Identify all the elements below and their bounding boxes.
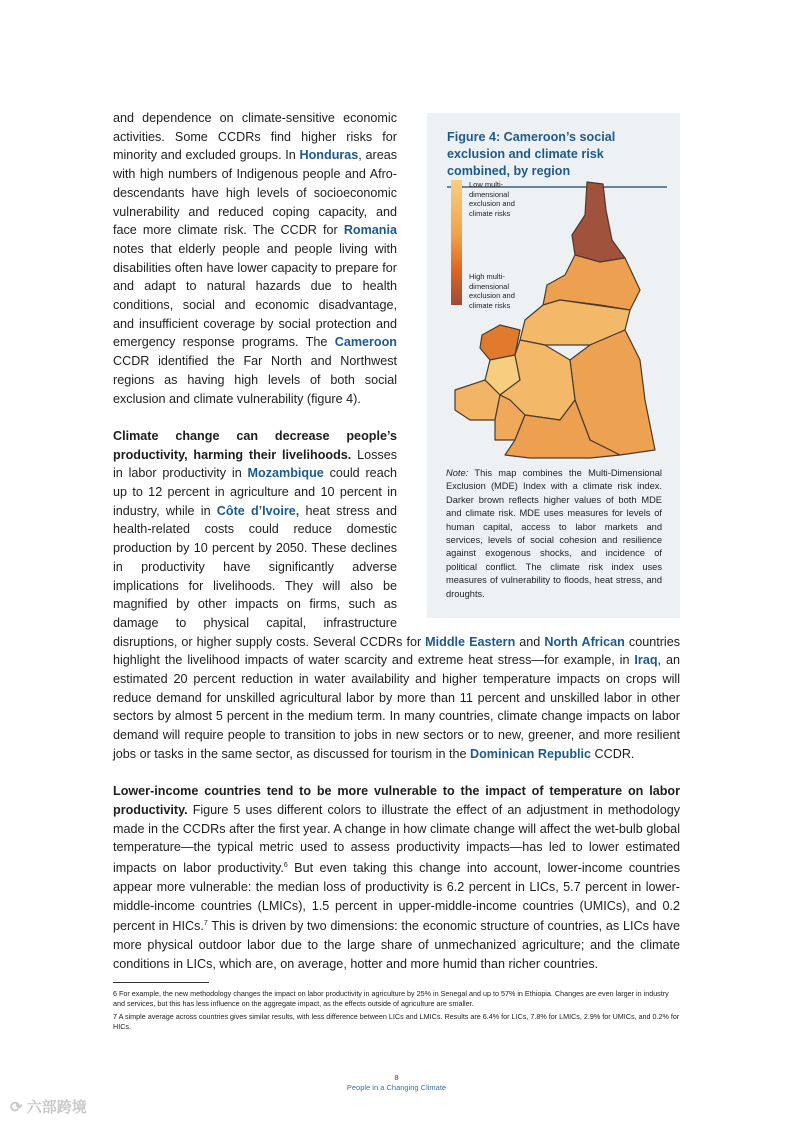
paragraph xyxy=(113,782,680,973)
figure-title: Figure 4: Cameroon’s social exclusion and climate risk combined, by region xyxy=(447,129,667,188)
country-link[interactable]: Dominican Republic xyxy=(469,746,592,761)
text-run: But even taking this change into account, lower-income countries appear more vulnerable: the median loss of productivity is 6.2 percent in LICs, 5.7 percent in lower-middle-income countries (LMICs), 1.5 percent in upper-middle-income countries (UMICs), and 0.2 percent in HICs. xyxy=(113,861,680,934)
text-run: Figure 5 uses different colors to illustrate the effect of an adjustment in methodology made in the CCDRs after the first year. A change in how climate change will affect the wet-bulb global temperature—the typical metric used to assess productivity impacts—has led to lower estimated impacts on labor productivity. xyxy=(113,802,680,876)
watermark-logo: ⟳ 六部跨境 xyxy=(10,1099,87,1116)
text-run: and dependence on climate-sensitive economic activities. Some CCDRs find higher risks for minority and excluded groups. In xyxy=(113,111,397,163)
country-link[interactable]: Iraq xyxy=(634,653,658,668)
country-link[interactable]: Honduras xyxy=(299,148,359,163)
country-link[interactable]: Romania xyxy=(343,223,397,238)
text-run: heat stress and health-related costs could reduce domestic production by 10 percent by 2050. These declines in productivity have significantly adverse implications for livelihoods. They will also be magnified by other impacts on firms, such as damage to physical capital, infrastructure disruptions, or higher supply costs. Several CCDRs for xyxy=(113,503,426,649)
figure-4-box xyxy=(427,113,680,618)
lead-sentence: Lower-income countries tend to be more vulnerable to the impact of temperature on labor productivity. xyxy=(113,784,680,817)
figure-note xyxy=(446,467,662,601)
note-label: Note: xyxy=(446,468,469,478)
main-text xyxy=(113,109,680,992)
region-far-north xyxy=(572,182,625,262)
country-link[interactable]: Cameroon xyxy=(334,335,397,350)
text-run: , an estimated 20 percent reduction in water availability and higher temperature impacts on crops will reduce demand for unskilled agricultural labor by more than 11 percent and unskilled labor in other sectors by almost 5 percent in the medium term. In many countries, climate change impacts on labor demand will require people to transition to jobs in new sectors or to new, greener, and more resilient jobs or tasks in the same sector, as discussed for tourism in the xyxy=(113,653,680,761)
footnote-7: 7 A simple average across countries gives similar results, with less difference between LICs and LMICs. Results are 6.4% for LICs, 7.8% for LMICs, 2.9% for UMICs, and 0.2% for HICs. xyxy=(113,1012,680,1031)
legend-low-label: Low multi-dimensional exclusion and climate risks xyxy=(469,180,515,218)
footnote-6: 6 For example, the new methodology changes the impact on labor productivity in agriculture by 25% in Senegal and up to 57% in Ethiopia. Changes are even larger in industry and services, but this has less influence on the aggregate impact, as the effects outside of agriculture are smaller. xyxy=(113,989,669,1008)
text-run: CCDR identified the Far North and Northwest regions as having high levels of both social exclusion and climate vulnerability (figure 4). xyxy=(113,354,397,406)
note-text: This map combines the Multi-Dimensional Exclusion (MDE) Index with a climate risk index. Darker brown reflects higher values of both MDE and climate risk. MDE uses measures for levels of human capital, access to labor markets and services, levels of social cohesion and resilience against exogenous shocks, and incidence of political conflict. The climate risk index uses measures of vulnerability to floods, heat stress, and droughts. xyxy=(446,468,662,599)
text-run: and xyxy=(515,634,545,649)
lead-sentence: Climate change can decrease people’s productivity, harming their livelihoods. xyxy=(113,428,397,462)
legend-high-label: High multi-dimensional exclusion and climate risks xyxy=(469,272,515,310)
footer-title: People in a Changing Climate xyxy=(346,1083,447,1092)
country-link[interactable]: Middle Eastern xyxy=(425,634,516,649)
footnote-ref[interactable]: 6 xyxy=(283,862,288,870)
country-link[interactable]: Mozambique xyxy=(247,466,324,481)
text-run: countries highlight the livelihood impacts of water scarcity and extreme heat stress—for example, in xyxy=(113,634,680,668)
cameroon-region-map xyxy=(427,113,680,473)
text-run: could reach up to 12 percent in agriculture and 10 percent in industry, while in xyxy=(113,466,397,518)
footnote-divider xyxy=(113,982,209,983)
country-link[interactable]: Côte d’Ivoire, xyxy=(216,503,300,518)
country-link[interactable]: North African xyxy=(544,634,625,649)
text-run: notes that elderly people and people living with disabilities often have lower capacity to prepare for and adapt to natural hazards due to health conditions, social and economic disadvantage, and insufficient coverage by social protection and emergency response programs. The xyxy=(113,241,397,350)
text-run: CCDR. xyxy=(591,746,635,761)
text-run: Losses in labor productivity in xyxy=(113,447,397,481)
text-run: , areas with high numbers of Indigenous people and Afro-descendants have high levels of socioeconomic vulnerability and reduced coping capacity, and face more climate risk. The CCDR for xyxy=(113,148,397,238)
page-number: 8 xyxy=(394,1073,399,1082)
footnote-ref[interactable]: 7 xyxy=(203,920,208,928)
text-run: This is driven by two dimensions: the economic structure of countries, as LICs have more physical outdoor labor due to the large share of unmechanized agriculture; and the climate conditions in LICs, which are, on average, hotter and more humid than richer countries. xyxy=(113,919,680,971)
